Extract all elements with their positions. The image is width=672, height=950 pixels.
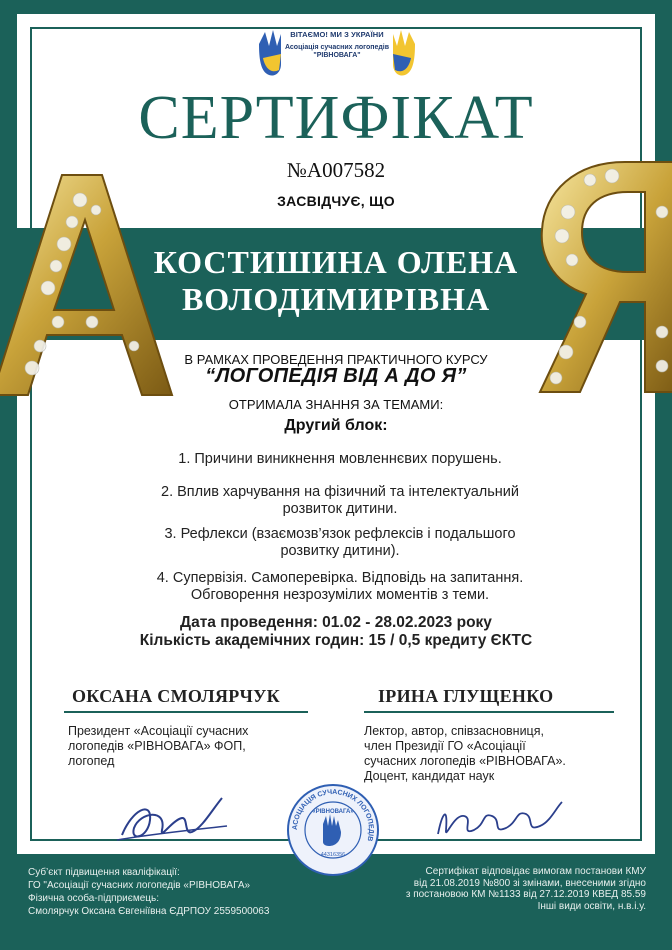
topic-item — [80, 526, 600, 560]
right-hand-icon — [393, 30, 415, 76]
recipient-patronymic: ВОЛОДИМИРІВНА — [181, 281, 491, 317]
course-outro: ОТРИМАЛА ЗНАННЯ ЗА ТЕМАМИ: — [228, 397, 444, 412]
footer-right-line: від 21.08.2019 №800 зі змінами, внесеними згідно — [413, 877, 646, 889]
certifies-text: ЗАСВІДЧУЄ, ЩО — [277, 193, 395, 209]
signer-1-desc-line: логопедів «РІВНОВАГА» ФОП, — [68, 739, 246, 753]
signature-1-icon — [112, 790, 232, 850]
signer-1-divider — [64, 711, 308, 713]
academic-hours: Кількість академічних годин: 15 / 0,5 кредиту ЄКТС — [139, 632, 533, 649]
block-heading: Другий блок: — [284, 417, 388, 434]
left-hand-icon — [259, 30, 281, 76]
signer-1-name: ОКСАНА СМОЛЯРЧУК — [72, 686, 280, 706]
topic-line: 2. Вплив харчування на фізичний та інтелектуальний — [161, 484, 519, 500]
course-period: Дата проведення: 01.02 - 28.02.2023 року — [180, 614, 492, 631]
course-name: “ЛОГОПЕДІЯ ВІД А ДО Я” — [205, 365, 467, 387]
topic-line: Обговорення незрозумілих моментів з теми. — [190, 587, 490, 603]
signer-1-desc-line: Президент «Асоціації сучасних — [68, 724, 249, 738]
signature-2-icon — [430, 794, 570, 846]
certificate-title: СЕРТИФІКАТ — [138, 84, 534, 152]
recipient-surname-firstname: КОСТИШИНА ОЛЕНА — [153, 244, 519, 280]
topic-line: 3. Рефлекси (взаємозв’язок рефлексів і подальшого — [164, 526, 516, 542]
signer-1-desc-line: логопед — [68, 754, 115, 768]
signer-2-desc-line: сучасних логопедів «РІВНОВАГА». — [364, 754, 566, 768]
course-dates — [0, 614, 672, 650]
logo-slogan: ВІТАЄМО! МИ З УКРАЇНИ — [290, 30, 384, 39]
certificate-number: №А007582 — [286, 158, 386, 182]
footer-right-line: Сертифікат відповідає вимогам постанови КМУ — [425, 866, 646, 877]
signer-2-description — [364, 724, 634, 784]
topic-item — [80, 570, 600, 604]
signer-1-description — [68, 724, 318, 769]
signer-2-desc-line: Лектор, автор, співзасновниця, — [364, 724, 544, 738]
logo-association-name: Асоціація сучасних логопедів "РІВНОВАГА" — [284, 44, 390, 59]
signer-2-desc-line: член Президії ГО «Асоціації — [364, 739, 526, 753]
footer-left-line: Суб’єкт підвищення кваліфікації: — [28, 867, 180, 878]
signer-2-name: ІРИНА ГЛУЩЕНКО — [378, 686, 554, 706]
topic-line: розвиток дитини. — [282, 501, 398, 517]
footer-right-line: Інші види освіти, н.в.і.у. — [537, 900, 646, 912]
association-seal-icon — [285, 782, 381, 878]
topic-item — [80, 451, 600, 468]
topic-item — [80, 484, 600, 518]
course-intro: В РАМКАХ ПРОВЕДЕННЯ ПРАКТИЧНОГО КУРСУ — [184, 352, 488, 367]
footer-left-line: ГО "Асоціації сучасних логопедів «РІВНОВАГА» — [28, 880, 251, 891]
footer-legal-info — [336, 866, 646, 912]
signer-2-divider — [364, 711, 614, 713]
signer-2-desc-line: Доцент, кандидат наук — [364, 769, 495, 783]
seal-center-text: «РІВНОВАГА» — [312, 809, 354, 815]
footer-right-line: з постановою КМ №1133 від 27.12.2019 КВЕД 85.59 — [405, 889, 646, 900]
recipient-name — [0, 244, 672, 318]
footer-provider-info — [28, 866, 338, 918]
footer-left-line: Фізична особа-підприємець: — [28, 893, 159, 904]
topic-line: 1. Причини виникнення мовленнєвих порушень. — [178, 451, 502, 467]
seal-code-text: 44316356 — [320, 852, 346, 858]
seal-ring-text: АСОЦІАЦІЯ СУЧАСНИХ ЛОГОПЕДІВ — [291, 788, 375, 842]
topic-line: розвитку дитини). — [280, 543, 400, 559]
topic-line: 4. Супервізія. Самоперевірка. Відповідь на запитання. — [156, 570, 524, 586]
footer-left-line: Смолярчук Оксана Євгеніївна ЄДРПОУ 2559500063 — [28, 906, 270, 917]
association-logo — [255, 24, 419, 80]
